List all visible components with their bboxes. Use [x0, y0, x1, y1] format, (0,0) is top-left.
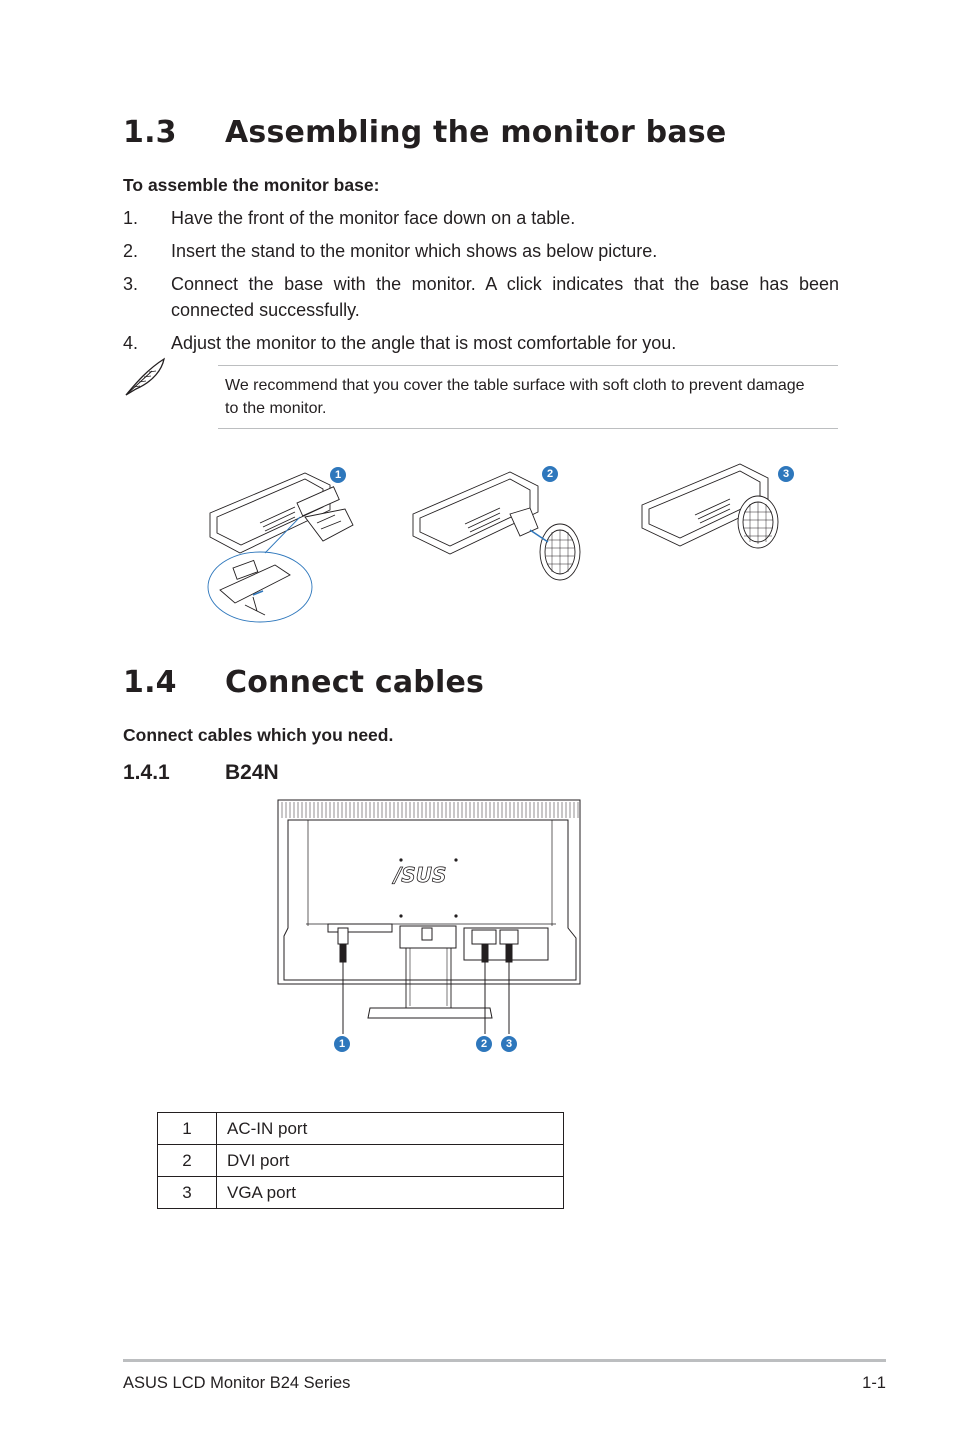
step-number: 4. — [123, 333, 139, 353]
port-callout-3: 3 — [501, 1036, 517, 1052]
note-text: We recommend that you cover the table surface with soft cloth to prevent damage to the monitor. — [225, 377, 805, 417]
step-number: 1. — [123, 208, 139, 228]
step-number: 2. — [123, 241, 139, 261]
port-callout-2: 2 — [476, 1036, 492, 1052]
monitor-rear-diagram — [276, 798, 601, 1058]
table-row — [158, 1113, 564, 1145]
port-number: 3 — [158, 1177, 217, 1209]
step-text: Have the front of the monitor face down on a table. — [171, 208, 576, 228]
section-number: 1.3 — [123, 115, 177, 150]
figure-callout-2: 2 — [542, 466, 558, 482]
port-number: 2 — [158, 1145, 217, 1177]
subsection-heading-1-4-1 — [123, 761, 423, 787]
section-heading-1-4 — [123, 665, 843, 705]
step-number: 3. — [123, 274, 139, 294]
page-number: 1-1 — [862, 1374, 886, 1392]
section-title: Assembling the monitor base — [225, 115, 727, 150]
footer-rule — [123, 1359, 886, 1362]
table-row — [158, 1145, 564, 1177]
step-2 — [123, 238, 839, 264]
note-bottom-rule — [218, 428, 838, 429]
feather-note-icon — [122, 355, 170, 399]
port-callout-1: 1 — [334, 1036, 350, 1052]
section-title: Connect cables — [225, 665, 485, 700]
footer-title: ASUS LCD Monitor B24 Series — [123, 1374, 351, 1392]
figure-callout-1: 1 — [330, 467, 346, 483]
assembly-intro: To assemble the monitor base: — [123, 175, 380, 195]
port-name: AC-IN port — [217, 1113, 564, 1145]
assembly-figure-1 — [205, 465, 360, 625]
step-3 — [123, 271, 839, 323]
port-number: 1 — [158, 1113, 217, 1145]
figure-callout-3: 3 — [778, 466, 794, 482]
step-text: Adjust the monitor to the angle that is most comfortable for you. — [171, 333, 677, 353]
port-name: DVI port — [217, 1145, 564, 1177]
ports-table — [157, 1112, 564, 1209]
step-text: Insert the stand to the monitor which shows as below picture. — [171, 241, 658, 261]
assembly-figure-3 — [640, 460, 790, 555]
table-row — [158, 1177, 564, 1209]
subsection-number: 1.4.1 — [123, 761, 170, 784]
assembly-figure-2 — [410, 462, 590, 582]
step-1 — [123, 205, 839, 231]
cables-intro: Connect cables which you need. — [123, 725, 394, 745]
section-number: 1.4 — [123, 665, 177, 700]
section-heading-1-3 — [123, 115, 843, 155]
asus-logo-mark: /SUS — [394, 863, 447, 887]
step-4 — [123, 330, 839, 356]
port-name: VGA port — [217, 1177, 564, 1209]
subsection-title: B24N — [225, 761, 279, 784]
step-text: Connect the base with the monitor. A click indicates that the base has been connected successfully. — [171, 274, 839, 320]
note-top-rule — [218, 365, 838, 366]
